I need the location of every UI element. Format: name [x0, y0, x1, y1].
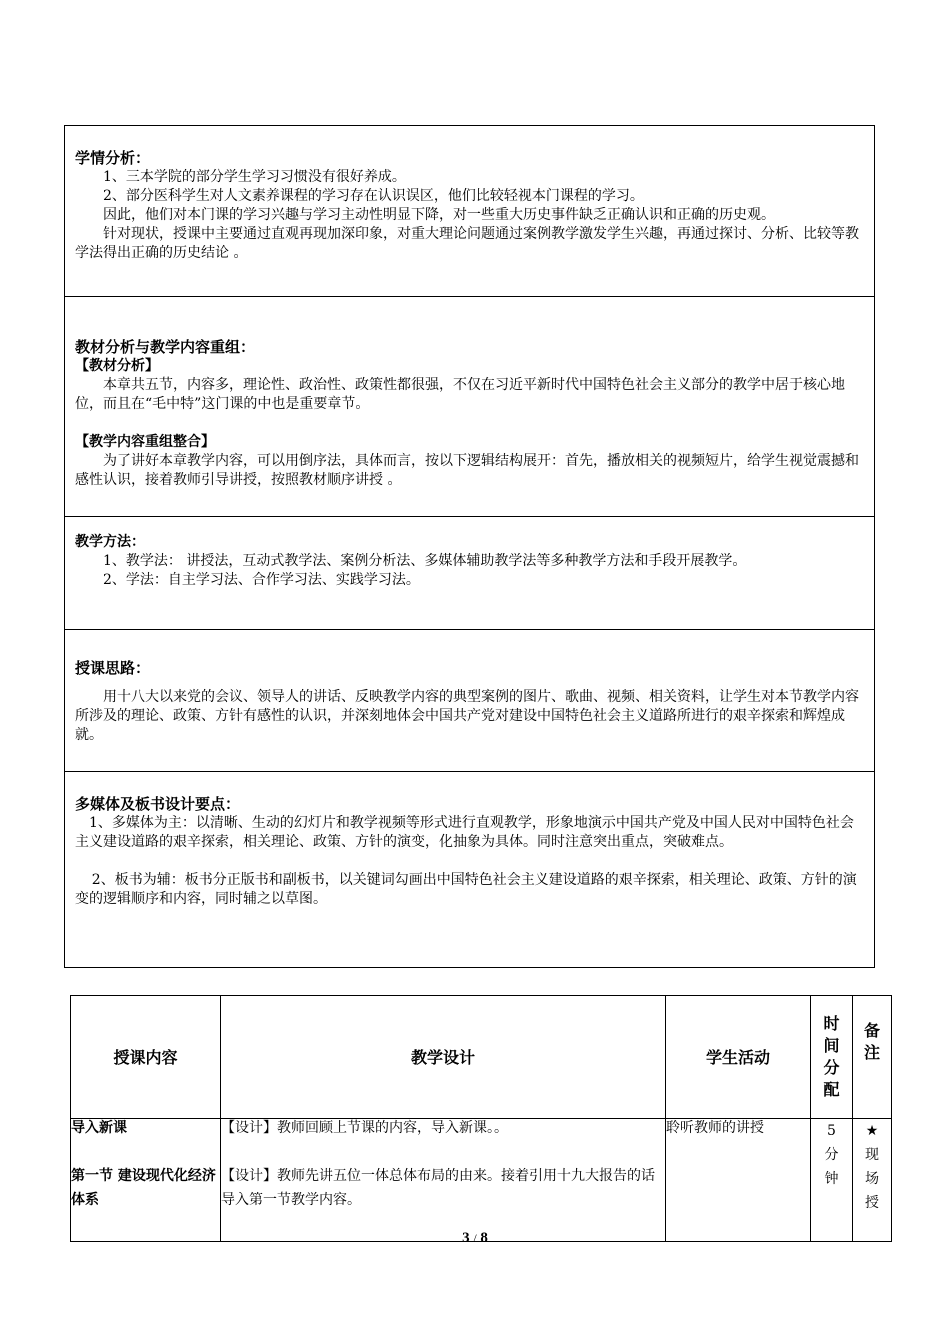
section-title: 教学方法：: [75, 534, 145, 550]
cell-design: [221, 1119, 666, 1242]
cell-content: [71, 1119, 221, 1242]
teaching-methods-section: [65, 517, 874, 630]
table-row: [71, 1119, 892, 1242]
paragraph: 1、教学法： 讲授法，互动式教学法、案例分析法、多媒体辅助教学法等多种教学方法和手段开展教学。: [103, 553, 747, 569]
subsection-title: 【教材分析】: [75, 358, 159, 374]
content-intro: 导入新课: [71, 1120, 127, 1136]
header-time: 时 间 分 配: [811, 996, 853, 1119]
paragraph: 2、板书为辅：板书分正版书和副板书，以关键词勾画出中国特色社会主义建设道路的艰辛探索，相关理论、政策、方针的演变的逻辑顺序和内容，同时辅之以草图。: [75, 872, 857, 907]
paragraph: 1、三本学院的部分学生学习习惯没有很好养成。: [103, 169, 406, 185]
section-title: 多媒体及板书设计要点：: [75, 795, 241, 813]
paragraph: 2、部分医科学生对人文素养课程的学习存在认识误区，他们比较轻视本门课程的学习。: [103, 188, 644, 204]
student-analysis-section: [65, 126, 874, 297]
cell-activity: 聆听教师的讲授: [666, 1119, 811, 1242]
subsection-title: 【教学内容重组整合】: [75, 434, 215, 450]
section-title: 教材分析与教学内容重组：: [75, 338, 256, 356]
paragraph: 为了讲好本章教学内容，可以用倒序法，具体而言，按以下逻辑结构展开：首先，播放相关的视频短片，给学生视觉震撼和感性认识，接着教师引导讲授，按照教材顺序讲授 。: [75, 453, 859, 488]
content-section: 第一节 建设现代化经济体系: [71, 1168, 216, 1208]
header-note: 备 注: [853, 996, 892, 1119]
paragraph: 1、多媒体为主：以清晰、生动的幻灯片和教学视频等形式进行直观教学，形象地演示中国共产党及中国人民对中国特色社会主义建设道路的艰辛探索，相关理论、政策、方针的演变，化抽象为具体。同时注意突出重点，突破难点。: [75, 815, 854, 850]
header-design: 教学设计: [221, 996, 666, 1119]
cell-time: 5 分 钟: [811, 1119, 853, 1242]
paragraph: 因此，他们对本门课的学习兴趣与学习主动性明显下降，对一些重大历史事件缺乏正确认识和正确的历史观。: [103, 207, 775, 223]
section-title: 授课思路：: [75, 659, 151, 677]
paragraph: 用十八大以来党的会议、领导人的讲话、反映教学内容的典型案例的图片、歌曲、视频、相关资料，让学生对本节教学内容所涉及的理论、政策、方针有感性的认识，并深刻地体会中国共产党对建设中国特色社会主义道路所进行的艰辛探索和辉煌成就。: [75, 689, 859, 743]
paragraph: 本章共五节，内容多，理论性、政治性、政策性都很强，不仅在习近平新时代中国特色社会主义部分的教学中居于核心地位，而且在“毛中特”这门课的中也是重要章节。: [75, 377, 845, 412]
paragraph: 2、学法：自主学习法、合作学习法、实践学习法。: [103, 572, 420, 588]
table-header-row: [71, 996, 892, 1119]
textbook-analysis-section: [65, 297, 874, 517]
header-content: 授课内容: [71, 996, 221, 1119]
teaching-idea-section: [65, 630, 874, 772]
page-number: 3 / 8: [462, 1230, 488, 1246]
section-title: 学情分析：: [75, 149, 151, 167]
cell-note: ★ 现 场 授: [853, 1119, 892, 1242]
design-item: 【设计】教师回顾上节课的内容，导入新课。。: [221, 1120, 508, 1136]
paragraph: 针对现状，授课中主要通过直观再现加深印象，对重大理论问题通过案例教学激发学生兴趣，再通过探讨、分析、比较等教学法得出正确的历史结论 。: [75, 226, 859, 261]
star-icon: ★: [865, 1123, 879, 1139]
design-item: 【设计】教师先讲五位一体总体布局的由来。接着引用十九大报告的话导入第一节教学内容。: [221, 1168, 655, 1208]
header-activity: 学生活动: [666, 996, 811, 1119]
lesson-schedule-table: [70, 995, 892, 1242]
lesson-plan-analysis-table: [64, 125, 875, 968]
multimedia-section: [65, 772, 874, 967]
